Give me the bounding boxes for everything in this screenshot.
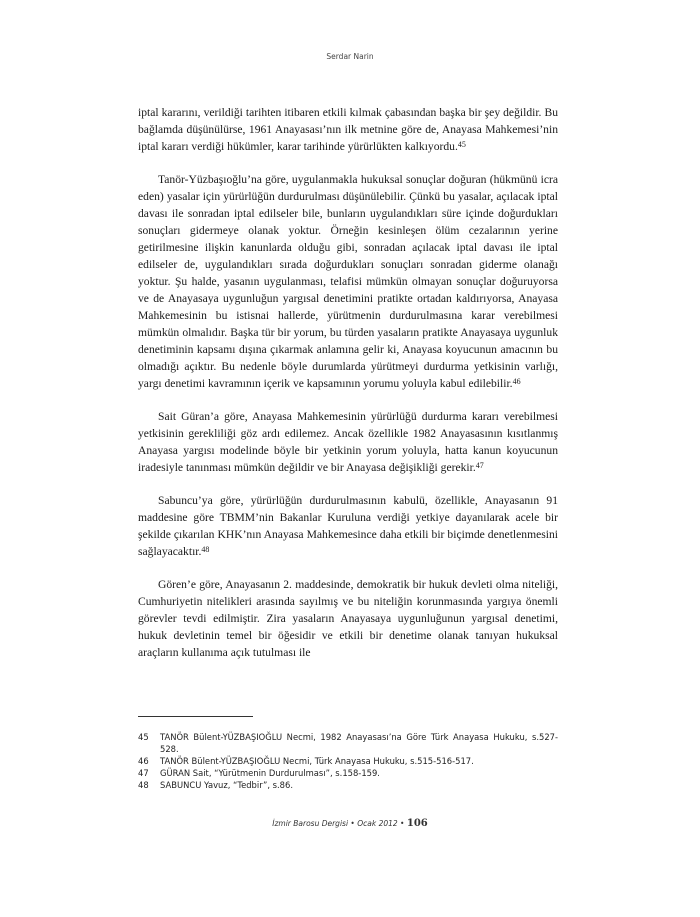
- footnote-text: TANÖR Bülent-YÜZBAŞIOĞLU Necmi, Türk Anayasa Hukuku, s.515-516-517.: [160, 756, 474, 766]
- paragraph-sabuncu: Sabuncu’ya göre, yürürlüğün durdurulmasının kabulü, özellikle, Anayasanın 91 maddesine göre TBMM’nin Bakanlar Kuruluna verdiği yetkiye dayanılarak acele bir şekilde çıkarılan KHK’nın Anayasa Mahkemesince daha etkili bir biçimde denetlenmesini sağlayacaktır.$^{48}$: [138, 494, 558, 558]
- footnote-ref-47[interactable]: 47: [475, 461, 484, 470]
- paragraph-tanor: Tanör-Yüzbaşıoğlu’na göre, uygulanmakla hukuksal sonuçlar doğuran (hükmünü icra eden) yasalar için yürürlüğün durdurulması düşünülebilir. Çünkü bu yasalar, açılacak iptal davası ile sonradan iptal edilseler bile, bunların uygulandıkları süre içinde doğurdukları sonuçları gidermeye olanak yoktur. Örneğin kesinleşen ölüm cezalarının yerine getirilmesine ilişkin kanunlarda olduğu gibi, sonradan açılacak iptal davası ile iptal edilseler de, uygulandıkları sırada doğurdukları sonuçları sonradan giderme olanağı yoktur. Şu halde, yasanın uygulanması, telafisi mümkün olmayan sonuçlar doğuruyorsa ve de Anayasaya uygunluğun yargısal denetimini pratikte ortadan kaldırıyorsa, Anayasa Mahkemesinin bu istisnai hallerde, yürütmenin durdurulmasına karar verebilmesi mümkün olmalıdır. Başka tür bir yorum, bu türden yasaların pratikte Anayasaya uygunluk denetiminin kapsamı dışına çıkarmak anlamına gelir ki, Anayasa koyucunun amacının bu olmadığı açıktır. Bu nedenle böyle durumlarda yürütmeyi durdurma yetkisinin varlığı, yargı denetimi kavramının içerik ve kapsamının yorumu yoluyla kabul edilebilir.$^{46}$: [138, 173, 558, 390]
- footnote-48: [138, 779, 558, 791]
- footnote-47: [138, 767, 558, 779]
- page-number: 106: [406, 818, 428, 829]
- paragraph-guran: Sait Güran’a göre, Anayasa Mahkemesinin yürürlüğü durdurma kararı verebilmesi yetkisinin gerekliliği göz ardı edilemez. Ancak özellikle 1982 Anayasasının kısıtlanmış Anayasa yargısı modelinde böyle bir yetkinin yorum yoluyla, hatta kanun koyucunun iradesiyle tanınması mümkün değildir ve bir Anayasa değişikliği gerekir.$^{47}$: [138, 410, 558, 474]
- running-header-author: Serdar Narin: [326, 52, 374, 61]
- footnote-ref-45[interactable]: 45: [457, 140, 466, 149]
- footnote-number: 46: [138, 756, 149, 766]
- footnote-45: [138, 731, 558, 755]
- footnote-number: 47: [138, 768, 149, 778]
- footnote-ref-48[interactable]: 48: [201, 545, 210, 554]
- footnote-number: 48: [138, 780, 149, 790]
- footnote-text: SABUNCU Yavuz, “Tedbir”, s.86.: [160, 780, 294, 790]
- page-footer: [0, 818, 700, 829]
- paragraph-continuation: iptal kararını, verildiği tarihten itibaren etkili kılmak çabasından başka bir şey değildir. Bu bağlamda düşünülürse, 1961 Anayasası’nın ilk metnine göre de, Anayasa Mahkemesi’nin iptal kararı verdiği hükümler, karar tarihinde yürürlükten kalkıyordu.$^{45}$: [138, 106, 558, 153]
- footnote-ref-46[interactable]: 46: [512, 377, 521, 386]
- footnote-number: 45: [138, 732, 149, 742]
- footnote-text: GÜRAN Sait, “Yürütmenin Durdurulması”, s.158-159.: [160, 768, 380, 778]
- body-text: [138, 104, 558, 677]
- footnote-text: TANÖR Bülent-YÜZBAŞIOĞLU Necmi, 1982 Anayasası’na Göre Türk Anayasa Hukuku, s.527-528.: [160, 732, 558, 754]
- footnote-46: [138, 755, 558, 767]
- footnotes-list: [138, 731, 558, 791]
- footnote-divider: [138, 716, 253, 717]
- journal-name: İzmir Barosu Dergisi • Ocak 2012 •: [272, 819, 405, 828]
- paragraph-goren: Gören’e göre, Anayasanın 2. maddesinde, demokratik bir hukuk devleti olma niteliği, Cumhuriyetin nitelikleri arasında sayılmış ve bu niteliğin korunmasında yargıya önemli görevler tevdi edilmiştir. Zira yasaların Anayasaya uygunluğunun yargısal denetimi, hukuk devletinin temel bir öğesidir ve etkili bir denetime olanak tanıyan hukuksal araçların kullanıma açık tutulması ile: [138, 578, 558, 659]
